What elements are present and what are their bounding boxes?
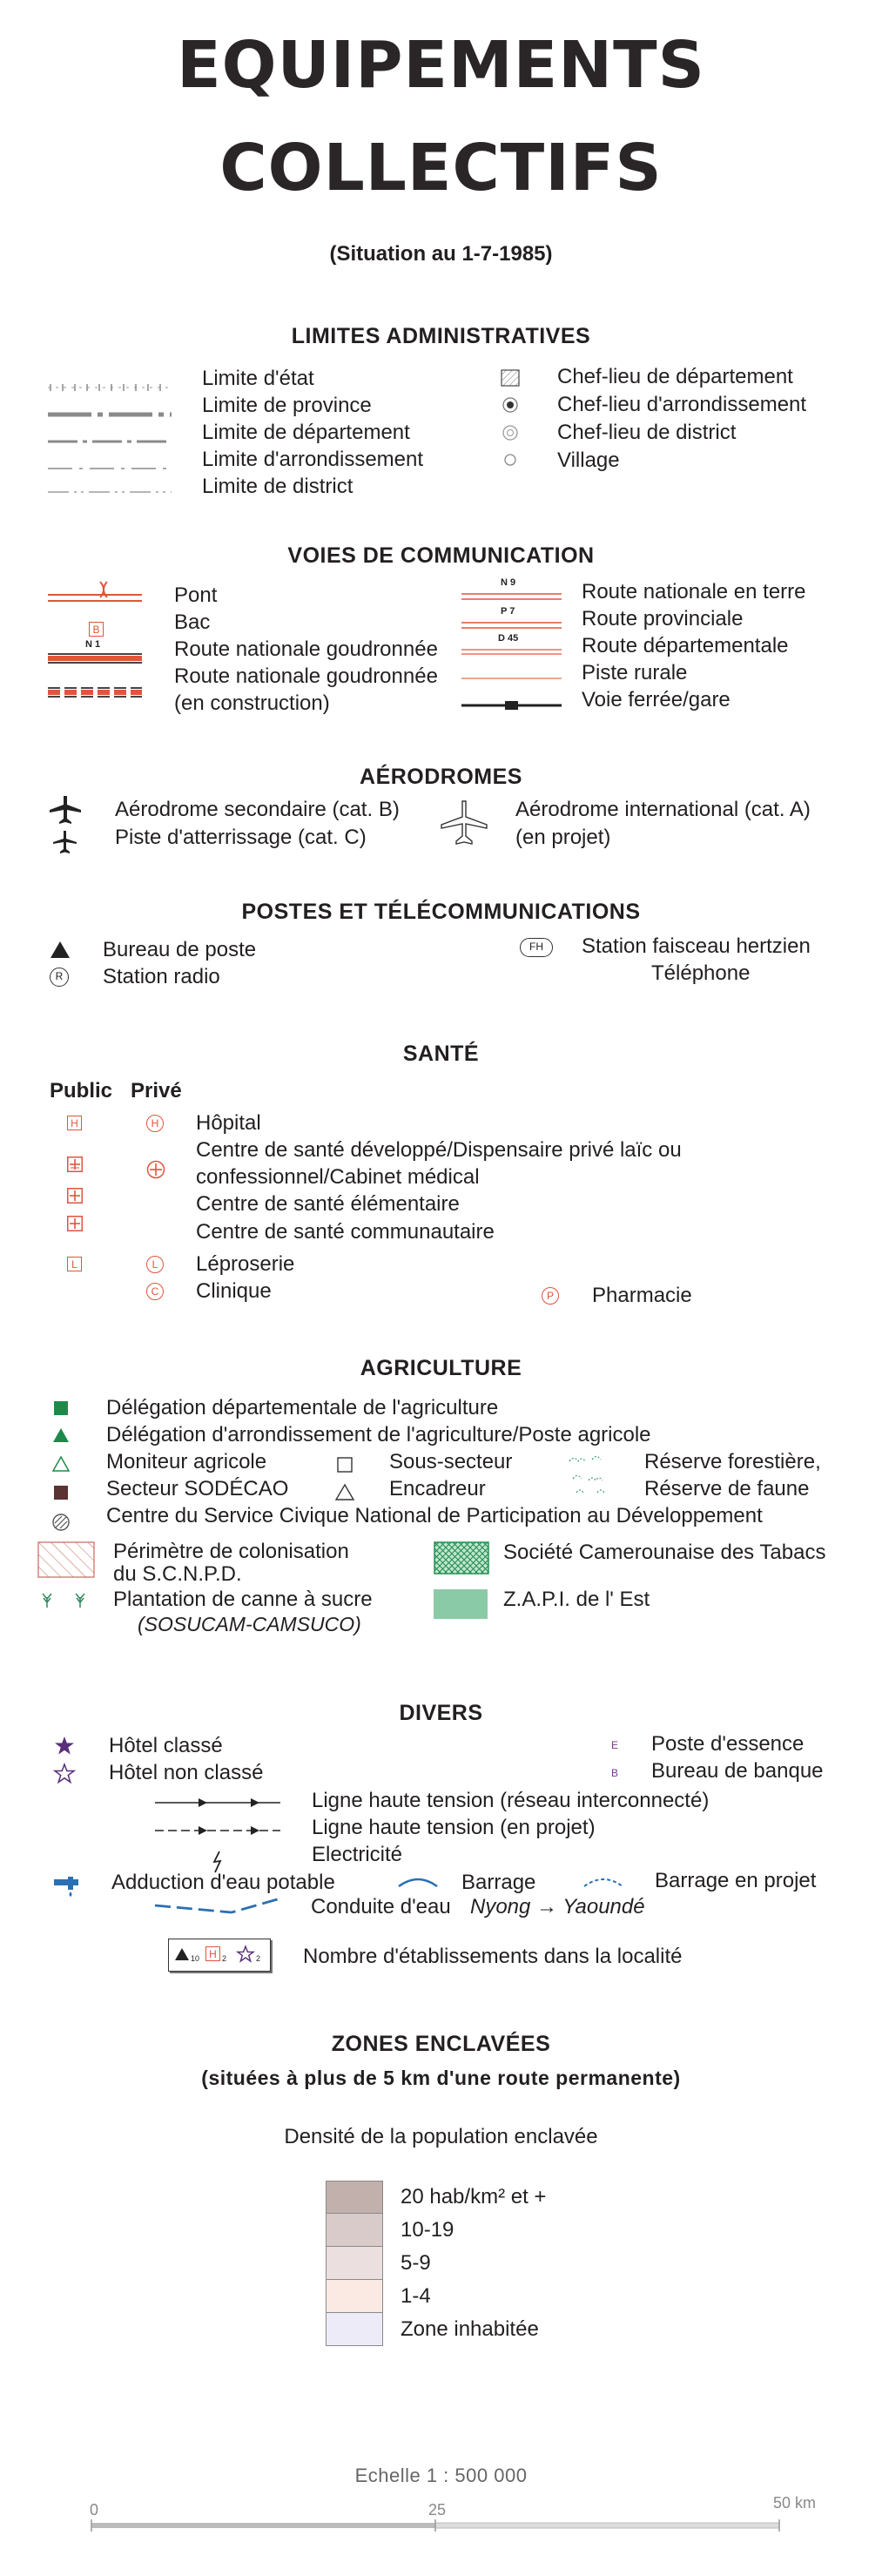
pharmacie-label: Pharmacie bbox=[592, 1284, 692, 1307]
density-label: 20 hab/km² et + bbox=[401, 2185, 547, 2208]
nombre-hotel-count: 2 bbox=[256, 1954, 261, 1963]
ht-reseau-label: Ligne haute tension (réseau interconnecté) bbox=[312, 1789, 710, 1812]
barrage-label: Barrage bbox=[461, 1871, 536, 1894]
n9-code-label: N 9 bbox=[501, 577, 516, 588]
agriculture-mid-symbols bbox=[335, 1456, 356, 1501]
reserve-forestiere-label: Réserve forestière, bbox=[644, 1450, 821, 1473]
situation-date: (Situation au 1-7-1985) bbox=[329, 242, 553, 266]
agriculture-left-symbols bbox=[52, 1399, 71, 1532]
limite-district-label: Limite de district bbox=[202, 475, 353, 498]
section-aerodromes-heading: AÉRODROMES bbox=[360, 765, 522, 789]
scale-tick-50: 50 km bbox=[773, 2494, 817, 2512]
secteur-sodecao-label: Secteur SODÉCAO bbox=[106, 1477, 289, 1500]
telephone-label: Téléphone bbox=[651, 961, 751, 985]
piste-atterrissage-label: Piste d'atterrissage (cat. C) bbox=[115, 826, 367, 849]
voies-right-symbols bbox=[461, 575, 570, 714]
d45-code-label: D 45 bbox=[498, 633, 519, 644]
chef-lieu-arrondissement-label: Chef-lieu d'arrondissement bbox=[557, 393, 807, 416]
moniteur-agricole-label: Moniteur agricole bbox=[106, 1450, 267, 1473]
village-icon bbox=[505, 455, 515, 465]
bureau-banque-label: Bureau de banque bbox=[651, 1759, 824, 1783]
route-construction-line bbox=[48, 688, 142, 697]
barrage-projet-icon bbox=[582, 1872, 625, 1890]
aerodrome-symbols bbox=[48, 794, 83, 859]
ht-projet-label: Ligne haute tension (en projet) bbox=[312, 1816, 596, 1839]
moniteur-agricole-icon bbox=[53, 1457, 69, 1471]
perimetre-colonisation-icon bbox=[37, 1541, 97, 1580]
service-civique-label: Centre du Service Civique National de Participation au Développement bbox=[106, 1504, 763, 1527]
ht-reseau-line bbox=[155, 1798, 280, 1807]
canne-sucre-icon bbox=[42, 1590, 94, 1611]
section-agriculture-heading: AGRICULTURE bbox=[360, 1356, 522, 1380]
delegation-arrondissement-label: Délégation d'arrondissement de l'agriculture/Poste agricole bbox=[106, 1423, 651, 1446]
aerodrome-projet-label: (en projet) bbox=[515, 826, 611, 849]
scale-label: Echelle 1 : 500 000 bbox=[354, 2465, 528, 2486]
section-zones-heading: ZONES ENCLAVÉES bbox=[331, 2032, 551, 2056]
route-departementale-line bbox=[461, 650, 562, 654]
clinique-icon: C bbox=[146, 1283, 164, 1300]
encadreur-label: Encadreur bbox=[389, 1477, 486, 1500]
centre-developpe-label-2: confessionnel/Cabinet médical bbox=[196, 1165, 480, 1189]
canne-sucre-label: Plantation de canne à sucre bbox=[113, 1588, 373, 1611]
sosucam-label: (SOSUCAM-CAMSUCO) bbox=[138, 1613, 361, 1635]
zapi-label: Z.A.P.I. de l' Est bbox=[503, 1588, 650, 1611]
leproserie-label: Léproserie bbox=[196, 1252, 295, 1276]
density-swatch bbox=[326, 2214, 383, 2247]
density-swatch bbox=[326, 2247, 383, 2280]
chef-lieu-district-icon bbox=[503, 426, 517, 440]
piste-rurale-label: Piste rurale bbox=[582, 661, 688, 684]
centre-developpe-label-1: Centre de santé développé/Dispensaire privé laïc ou bbox=[196, 1138, 682, 1162]
secteur-sodecao-icon bbox=[54, 1486, 68, 1500]
limite-arrondissement-label: Limite d'arrondissement bbox=[202, 448, 424, 471]
route-provinciale-label: Route provinciale bbox=[582, 607, 744, 631]
map-title-line1: EQUIPEMENTS bbox=[177, 28, 705, 103]
route-goudronnee-line bbox=[48, 654, 142, 663]
aerodrome-secondaire-label: Aérodrome secondaire (cat. B) bbox=[115, 798, 400, 821]
rn-code-label: N 1 bbox=[85, 639, 101, 650]
limites-line-symbols bbox=[48, 370, 174, 492]
bac-label: Bac bbox=[174, 610, 211, 634]
piste-atterrissage-icon bbox=[53, 831, 77, 853]
rn-terre-label: Route nationale en terre bbox=[582, 580, 806, 604]
service-civique-icon bbox=[53, 1514, 69, 1530]
barrage-icon bbox=[396, 1872, 440, 1890]
sous-secteur-icon bbox=[338, 1458, 352, 1472]
density-label: 5-9 bbox=[401, 2251, 431, 2275]
poste-essence-icon: E bbox=[611, 1739, 619, 1751]
p7-code-label: P 7 bbox=[501, 606, 515, 617]
aerodrome-international-label: Aérodrome international (cat. A) bbox=[515, 798, 811, 821]
density-swatch bbox=[326, 2181, 383, 2214]
section-voies-heading: VOIES DE COMMUNICATION bbox=[287, 543, 595, 568]
hotel-symbols bbox=[54, 1736, 75, 1784]
conduite-eau-label: Conduite d'eau bbox=[311, 1895, 451, 1919]
section-divers-heading: DIVERS bbox=[399, 1701, 483, 1725]
chef-lieu-symbols bbox=[498, 366, 524, 475]
nombre-etablissements-label: Nombre d'établissements dans la localité bbox=[303, 1945, 683, 1968]
scale-bar bbox=[91, 2519, 788, 2532]
voie-ferree-line bbox=[461, 701, 562, 710]
scale-tick-0: 0 bbox=[90, 2501, 99, 2519]
section-postes-heading: POSTES ET TÉLÉCOMMUNICATIONS bbox=[241, 900, 641, 924]
zapi-swatch bbox=[434, 1589, 488, 1619]
centre-communautaire-icon bbox=[68, 1217, 83, 1231]
perimetre-label-2: du S.C.N.P.D. bbox=[113, 1562, 242, 1586]
density-swatch bbox=[326, 2280, 383, 2313]
chef-lieu-departement-label: Chef-lieu de département bbox=[557, 365, 793, 388]
route-construction-label: Route nationale goudronnée bbox=[174, 664, 438, 688]
scale-tick-25: 25 bbox=[428, 2501, 447, 2519]
bureau-poste-icon bbox=[50, 941, 71, 960]
nombre-hopital-count: 2 bbox=[222, 1954, 227, 1963]
sous-secteur-label: Sous-secteur bbox=[389, 1450, 513, 1473]
density-label: Zone inhabitée bbox=[401, 2317, 539, 2341]
pont-label: Pont bbox=[174, 583, 218, 607]
limite-province-label: Limite de province bbox=[202, 394, 372, 417]
clinique-label: Clinique bbox=[196, 1279, 272, 1303]
section-sante-heading: SANTÉ bbox=[402, 1042, 480, 1066]
aerodrome-secondaire-icon bbox=[50, 796, 81, 824]
adduction-eau-icon bbox=[52, 1874, 84, 1898]
nombre-etablissements-box bbox=[168, 1939, 271, 1972]
limite-etat-label: Limite d'état bbox=[202, 367, 314, 390]
hotel-non-classe-icon bbox=[55, 1764, 74, 1783]
voie-ferree-label: Voie ferrée/gare bbox=[582, 688, 731, 711]
density-label: 10-19 bbox=[401, 2218, 454, 2242]
electricite-symbols bbox=[155, 1792, 286, 1879]
route-goudronnee-label: Route nationale goudronnée bbox=[174, 637, 438, 661]
bac-icon: B bbox=[89, 622, 104, 637]
chef-lieu-departement-icon bbox=[502, 370, 519, 386]
zones-subheading: (situées à plus de 5 km d'une route permanente) bbox=[201, 2067, 681, 2089]
leproserie-prive-icon: L bbox=[146, 1256, 164, 1273]
station-radio-label: Station radio bbox=[103, 965, 220, 988]
hopital-prive-icon: H bbox=[146, 1115, 164, 1132]
barrage-projet-label: Barrage en projet bbox=[655, 1869, 817, 1892]
leproserie-public-icon: L bbox=[67, 1257, 82, 1271]
section-limites-heading: LIMITES ADMINISTRATIVES bbox=[291, 324, 591, 348]
sante-public-cross-symbols bbox=[67, 1157, 83, 1233]
village-label: Village bbox=[557, 448, 620, 472]
aerodrome-international-icon bbox=[440, 799, 488, 848]
conduite-example: Nyong → Yaoundé bbox=[470, 1895, 645, 1919]
limite-etat-line bbox=[48, 384, 172, 391]
sct-label: Société Camerounaise des Tabacs bbox=[503, 1541, 826, 1564]
delegation-departementale-icon bbox=[54, 1401, 68, 1415]
sct-icon bbox=[434, 1541, 491, 1576]
route-construction-sublabel: (en construction) bbox=[174, 691, 330, 715]
map-title-line2: COLLECTIFS bbox=[219, 131, 663, 206]
nombre-poste-icon bbox=[174, 1947, 190, 1961]
poste-essence-label: Poste d'essence bbox=[651, 1732, 805, 1756]
limite-departement-label: Limite de département bbox=[202, 421, 410, 444]
nombre-poste-count: 10 bbox=[191, 1954, 200, 1963]
densite-title: Densité de la population enclavée bbox=[284, 2125, 598, 2148]
centre-elementaire-label: Centre de santé élémentaire bbox=[196, 1192, 460, 1216]
perimetre-label-1: Périmètre de colonisation bbox=[113, 1540, 349, 1563]
centre-communautaire-label: Centre de santé communautaire bbox=[196, 1220, 495, 1244]
pont-icon bbox=[48, 582, 142, 601]
station-radio-icon: R bbox=[50, 968, 69, 987]
bureau-banque-icon: B bbox=[611, 1767, 619, 1779]
reserve-icon bbox=[566, 1453, 618, 1498]
hopital-public-icon: H bbox=[67, 1116, 82, 1130]
faisceau-hertzien-label: Station faisceau hertzien bbox=[582, 934, 811, 958]
centre-elementaire-icon bbox=[68, 1189, 83, 1204]
adduction-eau-label: Adduction d'eau potable bbox=[111, 1871, 335, 1894]
electricite-label: Electricité bbox=[312, 1843, 403, 1866]
sante-public-header: Public bbox=[50, 1079, 113, 1103]
route-provinciale-line bbox=[461, 623, 562, 628]
delegation-departementale-label: Délégation départementale de l'agriculture bbox=[106, 1396, 499, 1419]
centre-developpe-prive-icon bbox=[146, 1160, 165, 1179]
nombre-hopital-icon: H bbox=[205, 1946, 220, 1961]
centre-developpe-public-icon bbox=[68, 1157, 83, 1172]
nombre-hotel-icon bbox=[237, 1945, 254, 1963]
ht-projet-line bbox=[155, 1826, 280, 1835]
density-label: 1-4 bbox=[401, 2284, 431, 2308]
encadreur-icon bbox=[336, 1485, 353, 1500]
pharmacie-icon: P bbox=[542, 1287, 559, 1305]
hotel-classe-label: Hôtel classé bbox=[109, 1734, 223, 1757]
conduite-eau-line bbox=[153, 1892, 284, 1918]
hotel-non-classe-label: Hôtel non classé bbox=[109, 1761, 264, 1784]
bureau-poste-label: Bureau de poste bbox=[103, 938, 257, 961]
chef-lieu-arrondissement-icon bbox=[503, 398, 517, 412]
reserve-faune-label: Réserve de faune bbox=[644, 1477, 810, 1500]
rn-terre-line bbox=[461, 594, 562, 599]
delegation-arrondissement-icon bbox=[53, 1428, 69, 1442]
hotel-classe-icon bbox=[55, 1736, 74, 1755]
faisceau-hertzien-icon: FH bbox=[520, 938, 553, 957]
chef-lieu-district-label: Chef-lieu de district bbox=[557, 421, 737, 444]
route-departementale-label: Route départementale bbox=[582, 634, 789, 657]
hopital-label: Hôpital bbox=[196, 1111, 261, 1135]
sante-prive-header: Privé bbox=[131, 1079, 182, 1103]
density-swatch bbox=[326, 2313, 383, 2346]
